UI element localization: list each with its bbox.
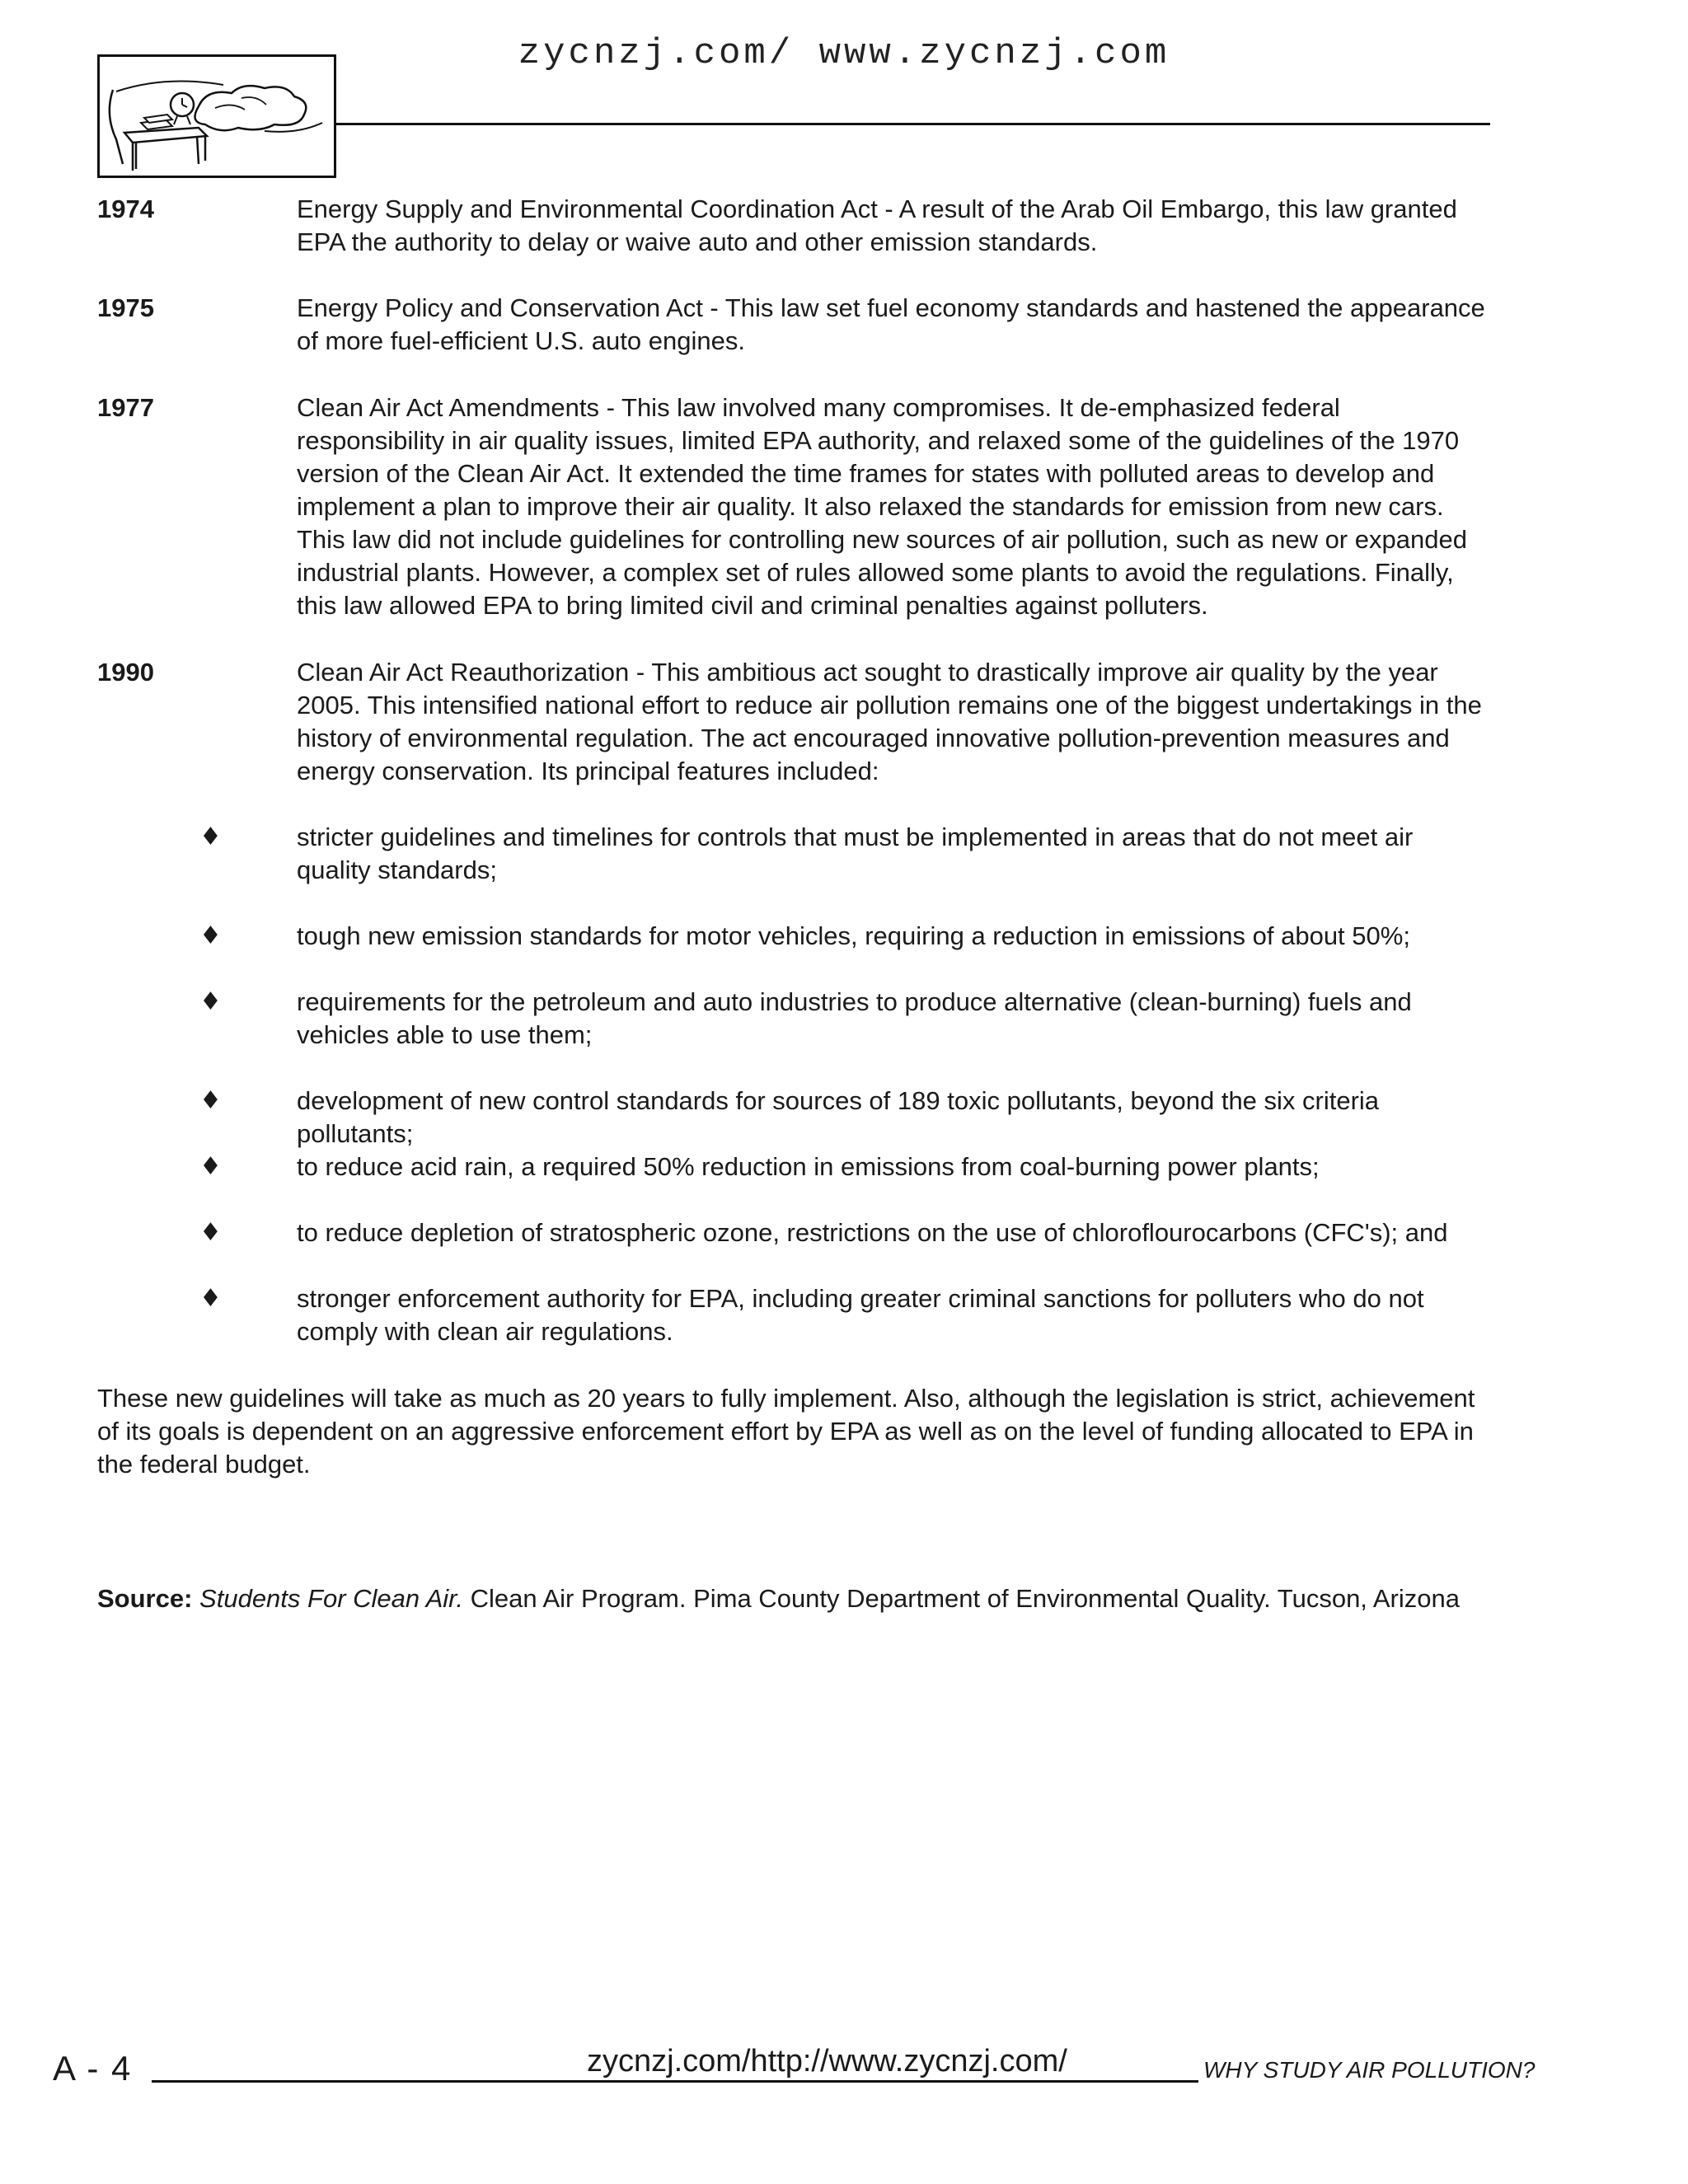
entry-text: Clean Air Act Reauthorization - This ambitious act sought to drastically improve air quality by the year 2005. This intensified national effort to reduce air pollution remains one of the biggest undertakings in the history of environmental regulation. The act encouraged innovative pollution-prevention measures and energy conservation. Its principal features included:: [297, 658, 1482, 785]
diamond-bullet-icon: ♦: [199, 921, 222, 950]
footer-rule: [152, 2080, 1198, 2083]
diamond-bullet-icon: ♦: [199, 1152, 222, 1181]
entry-year: 1977: [97, 393, 154, 422]
entry-text: Clean Air Act Amendments - This law involved many compromises. It de-emphasized federal responsibility in air quality issues, limited EPA authority, and relaxed some of the guidelines of the 1970 version of the Clean Air Act. It extended the time frames for states with polluted areas to develop and implement a plan to improve their air quality. It also relaxed the standards for emission from new cars. This law did not include guidelines for controlling new sources of air pollution, such as new or expanded industrial plants. However, a complex set of rules allowed some plants to avoid the regulations. Finally, this law allowed EPA to bring limited civil and criminal penalties against polluters.: [297, 393, 1467, 620]
diamond-bullet-icon: ♦: [199, 1218, 222, 1247]
header-rule: [336, 123, 1490, 125]
list-item-text: development of new control standards for sources of 189 toxic pollutants, beyond the six criteria pollutants;: [297, 1086, 1380, 1148]
entry-year: 1990: [97, 658, 154, 687]
entry-text: Energy Policy and Conservation Act - This law set fuel economy standards and hastened the appearance of more fuel-efficient U.S. auto engines.: [297, 293, 1485, 355]
list-item-text: stricter guidelines and timelines for controls that must be implemented in areas that do not meet air quality standards;: [297, 823, 1414, 884]
watermark-footer: zycnzj.com/http://www.zycnzj.com/: [587, 2044, 1067, 2079]
watermark-header: zycnzj.com/ www.zycnzj.com: [518, 33, 1170, 74]
source-citation: [97, 1582, 1540, 1615]
source-title: Students For Clean Air.: [199, 1584, 463, 1613]
list-item-text: tough new emission standards for motor vehicles, requiring a reduction in emissions of about 50%;: [297, 921, 1410, 950]
list-item-text: to reduce acid rain, a required 50% reduction in emissions from coal-burning power plants;: [297, 1152, 1320, 1181]
list-item-text: stronger enforcement authority for EPA, including greater criminal sanctions for polluters who do not comply with clean air regulations.: [297, 1284, 1424, 1346]
diamond-bullet-icon: ♦: [199, 1284, 222, 1313]
page-number: A - 4: [53, 2049, 133, 2088]
source-label: Source:: [97, 1584, 193, 1613]
diamond-bullet-icon: ♦: [199, 823, 222, 851]
logo: [97, 54, 336, 178]
entry-year: 1975: [97, 293, 154, 322]
entry-text: Energy Supply and Environmental Coordination Act - A result of the Arab Oil Embargo, this law granted EPA the authority to delay or waive auto and other emission standards.: [297, 194, 1457, 256]
entry-year: 1974: [97, 194, 154, 223]
list-item-text: to reduce depletion of stratospheric ozone, restrictions on the use of chloroflourocarbons (CFC's); and: [297, 1218, 1448, 1247]
list-item-text: requirements for the petroleum and auto industries to produce alternative (clean-burning) fuels and vehicles able to use them;: [297, 987, 1412, 1049]
diamond-bullet-icon: ♦: [199, 1086, 222, 1115]
footer-section-label: WHY STUDY AIR POLLUTION?: [1203, 2057, 1536, 2083]
desk-clock-cloud-icon: [100, 57, 334, 176]
source-rest: Clean Air Program. Pima County Department of Environmental Quality. Tucson, Arizona: [470, 1584, 1460, 1613]
diamond-bullet-icon: ♦: [199, 987, 222, 1016]
closing-paragraph: These new guidelines will take as much as 20 years to fully implement. Also, although the legislation is strict, achievement of its goals is dependent on an aggressive enforcement effort by EPA as well as on the level of funding allocated to EPA in the federal budget.: [97, 1384, 1475, 1479]
